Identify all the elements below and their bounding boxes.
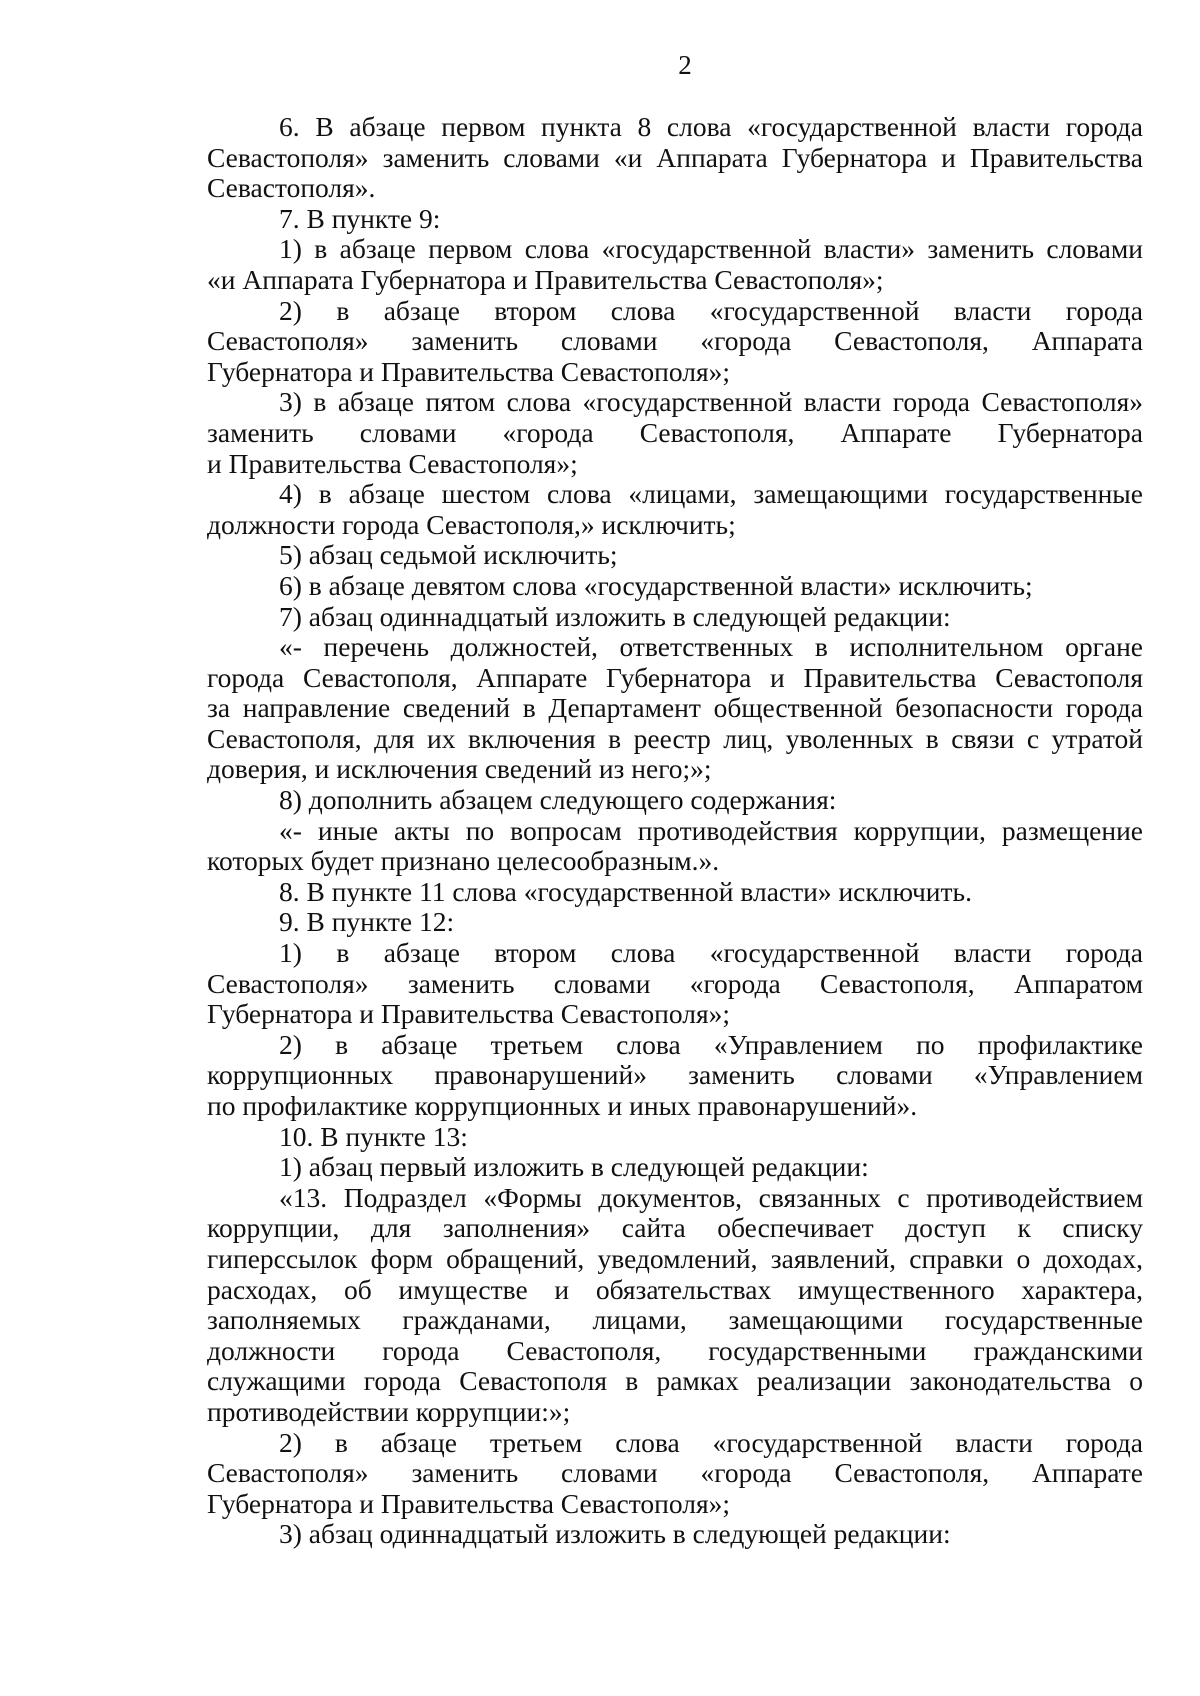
text-line: Севастополя» заменить словами «города Севастополя, Аппарате (207, 1458, 1143, 1489)
text-line: расходах, об имуществе и обязательствах имущественного характера, (207, 1274, 1143, 1305)
text-line: 1) абзац первый изложить в следующей редакции: (279, 1151, 869, 1183)
text-line: 3) в абзаце пятом слова «государственной власти города Севастополя» (279, 387, 1143, 418)
text-line: 1) в абзаце первом слова «государственной власти» заменить словами (279, 234, 1143, 265)
text-line: 2) в абзаце втором слова «государственной власти города (279, 295, 1143, 326)
text-line: Севастополя» заменить словами «и Аппарата Губернатора и Правительства (207, 142, 1143, 173)
text-line: Севастополя, для их включения в реестр лиц, уволенных в связи с утратой (207, 723, 1143, 754)
page-number: 2 (678, 50, 692, 80)
text-line: по профилактике коррупционных и иных правонарушений». (207, 1090, 918, 1121)
text-line: 5) абзац седьмой исключить; (279, 539, 618, 571)
text-line: Губернатора и Правительства Севастополя»; (207, 355, 730, 387)
text-line: 8. В пункте 11 слова «государственной власти» исключить. (279, 875, 972, 907)
text-line: служащими города Севастополя в рамках реализации законодательства о (207, 1366, 1143, 1397)
text-line: гиперссылок форм обращений, уведомлений, заявлений, справки о доходах, (207, 1243, 1143, 1274)
text-line: Губернатора и Правительства Севастополя»; (207, 998, 730, 1030)
text-line: Севастополя». (207, 172, 376, 204)
text-line: Севастополя» заменить словами «города Севастополя, Аппаратом (207, 968, 1143, 999)
text-line: «- перечень должностей, ответственных в исполнительном органе (279, 632, 1143, 663)
text-line: 10. В пункте 13: (279, 1120, 468, 1152)
text-line: города Севастополя, Аппарате Губернатора и Правительства Севастополя (207, 662, 1143, 693)
text-line: Губернатора и Правительства Севастополя»; (207, 1487, 730, 1519)
text-line: 3) абзац одиннадцатый изложить в следующей редакции: (279, 1518, 951, 1550)
text-line: которых будет признано целесообразным.». (207, 845, 720, 877)
text-line: заменить словами «города Севастополя, Аппарате Губернатора (207, 417, 1143, 448)
text-line: 6. В абзаце первом пункта 8 слова «государственной власти города (279, 112, 1143, 142)
text-line: за направление сведений в Департамент общественной безопасности города (207, 693, 1143, 724)
text-line: «и Аппарата Губернатора и Правительства Севастополя»; (207, 263, 884, 295)
text-line: Севастополя» заменить словами «города Севастополя, Аппарата (207, 326, 1143, 357)
text-line: 1) в абзаце втором слова «государственной власти города (279, 938, 1143, 969)
text-line: заполняемых гражданами, лицами, замещающими государственные (207, 1305, 1143, 1336)
text-line: 4) в абзаце шестом слова «лицами, замещающими государственные (279, 479, 1143, 510)
text-line: коррупционных правонарушений» заменить словами «Управлением (207, 1060, 1143, 1091)
text-line: должности города Севастополя,» исключить; (207, 508, 736, 540)
text-line: 6) в абзаце девятом слова «государственной власти» исключить; (279, 569, 1033, 601)
text-line: доверия, и исключения сведений из него;»; (207, 753, 712, 785)
text-line: 2) в абзаце третьем слова «Управлением по профилактике (279, 1029, 1143, 1060)
document-body (207, 112, 1143, 1550)
text-line: 2) в абзаце третьем слова «государственной власти города (279, 1427, 1143, 1458)
text-line: «13. Подраздел «Формы документов, связанных с противодействием (279, 1182, 1143, 1213)
text-line: 7. В пункте 9: (279, 202, 441, 234)
text-line: должности города Севастополя, государственными гражданскими (207, 1335, 1143, 1366)
text-line: 9. В пункте 12: (279, 906, 455, 938)
text-line: 7) абзац одиннадцатый изложить в следующей редакции: (279, 600, 951, 632)
text-line: 8) дополнить абзацем следующего содержания: (279, 784, 837, 816)
text-line: и Правительства Севастополя»; (207, 447, 578, 479)
text-line: коррупции, для заполнения» сайта обеспечивает доступ к списку (207, 1213, 1143, 1244)
text-line: «- иные акты по вопросам противодействия коррупции, размещение (279, 815, 1143, 846)
text-line: противодействии коррупции:»; (207, 1395, 571, 1427)
